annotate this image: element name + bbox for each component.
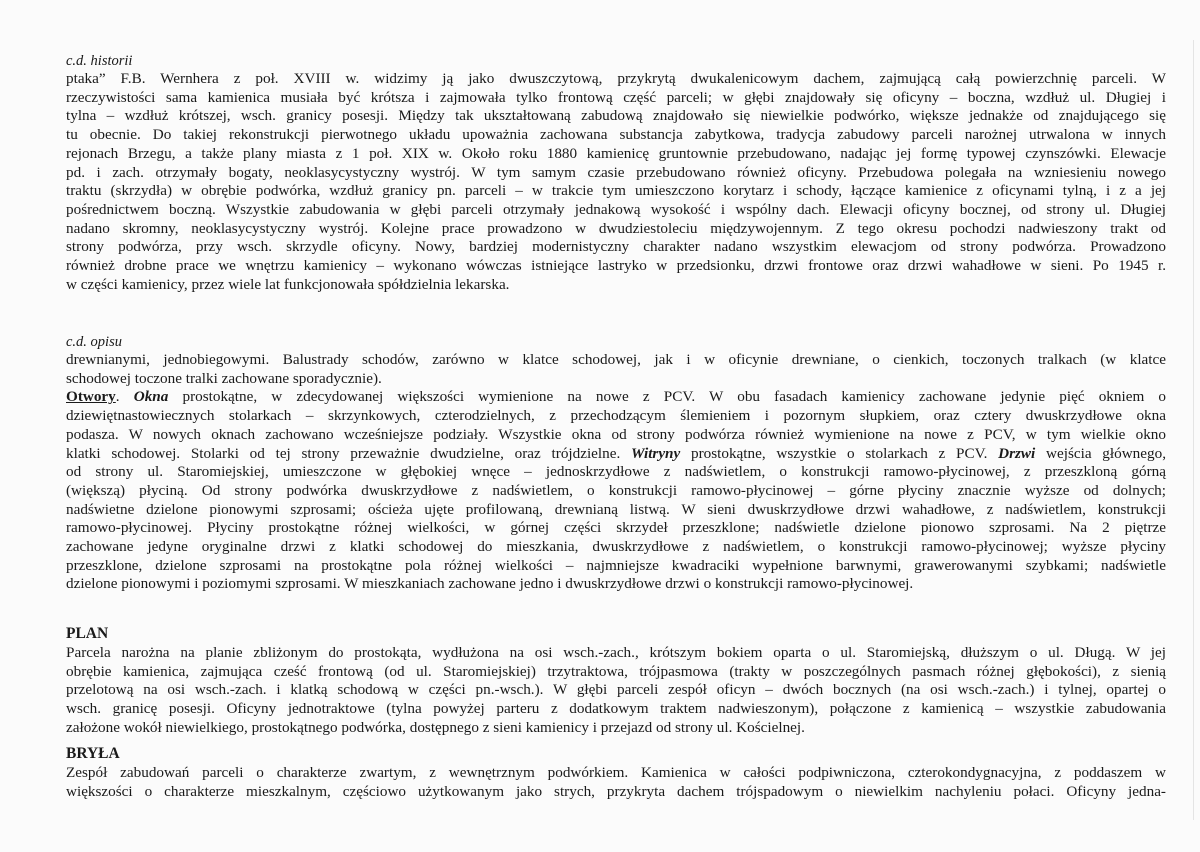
plan-line: obrębie kamienica, zajmująca cześć frontową (od ul. Staromiejskiej) trzytraktowa, trójpasmowa (trakty w poszczególnych pasmach różnej głębokości), z sienią xyxy=(66,662,1166,680)
massing-heading: BRYŁA xyxy=(66,745,120,762)
openings-line: Otwory. Okna prostokątne, w zdecydowanej większości wymienione na nowe z PCV. W obu fasadach kamienicy zachowane jedynie pięć okniem o xyxy=(66,388,1166,406)
description-line: od strony ul. Staromiejskiej, umieszczone w głębokiej wnęce – jednoskrzydłowe z nadświetlem, o konstrukcji ramowo-płycinowej, z przeszkloną górną xyxy=(66,463,1166,481)
plan-line: wsch. granicę posesji. Oficyny jednotraktowe (tylna powyżej parteru z dodatkowym traktem nadwieszonym), połączone z kamienicą – wszystkie zabudowania xyxy=(66,700,1166,718)
history-line: traktu (skrzydła) w obrębie podwórka, wzdłuż granicy pn. parceli – w trakcie tym umieszczono korytarz i schody, łączące kamienice z oficynami tylną, i z a jej xyxy=(66,182,1166,200)
massing-line: Zespół zabudowań parceli o charakterze zwartym, z wewnętrznym podwórkiem. Kamienica w całości podpiwniczona, czterokondygnacyjna, z poddaszem w xyxy=(66,764,1166,781)
description-line: dzielone pionowymi i poziomymi szprosami. W mieszkaniach zachowane jedno i dwuskrzydłowe drzwi o konstrukcji ramowo-płycinowej. xyxy=(66,575,914,593)
history-line: tu obecnie. Do takiej rekonstrukcji pierwotnego układu upoważnia zachowana substancja zabytkowa, tradycja zabudowy parceli narożnej utrwalona w innych xyxy=(66,126,1166,144)
history-line: nadano skromny, neoklasycystyczny wystrój. Kolejne prace prowadzono w dwudziestoleciu międzywojennym. Z tego okresu pochodzi nadwieszony trakt od xyxy=(66,219,1166,237)
massing-section xyxy=(66,744,1166,801)
plan-heading: PLAN xyxy=(66,625,109,642)
plan-section xyxy=(66,624,1166,738)
shopfronts-heading: Witryny xyxy=(631,444,681,462)
shopfronts-pre: klatki schodowej. Stolarki od tej strony przeważnie dwudzielne, oraz trójdzielne. xyxy=(66,444,632,462)
description-label: c.d. opisu xyxy=(66,334,122,350)
description-line: nadświetne dzielone pionowymi szprosami; ościeża ujęte profilowaną, drewnianą listwą. W sieni dwuskrzydłowe drzwi wahadłowe, z nadświetlem, konstrukcji xyxy=(66,500,1166,518)
history-line: tylna – wzdłuż krótszej, wsch. granicy posesji. Między tak ukształtowaną zabudową znajdowało się niewielkie podwórko, większe jednakże od znajdującego się xyxy=(66,107,1166,125)
history-line: pośrednictwem boczną. Wszystkie zabudowania w głębi parceli otrzymały jednakową wysokość i wspólny dach. Elewacji oficyny bocznej, od strony ul. Długiej xyxy=(66,200,1166,218)
description-line: przeszklone, dzielone szprosami na prostokątne pola różnej wielkości – najmniejsze kwadraciki wypełnione barwnymi, grawerowanymi szybkami; nadświetle xyxy=(66,556,1166,574)
history-line: w części kamienicy, przez wiele lat funkcjonowała spółdzielnia lekarska. xyxy=(66,275,510,293)
plan-line: Parcela narożna na planie zbliżonym do prostokąta, wydłużona na osi wsch.-zach., krótszym bokiem oparta o ul. Staromiejską, dłuższym o ul. Długą. W jej xyxy=(66,644,1166,661)
description-line: drewnianymi, jednobiegowymi. Balustrady schodów, zarówno w klatce schodowej, jak i w oficynie drewniane, o cienkich, toczonych tralkach (w klatce xyxy=(66,351,1166,368)
shopfronts-line xyxy=(66,445,1166,464)
description-line: zachowane jedyne oryginalne drzwi z klatki schodowej do mieszkania, dwuskrzydłowe z nadświetlem, o konstrukcji ramowo-płycinowej; wyższe płyciny xyxy=(66,538,1166,556)
description-line: dziewiętnastowiecznych stolarkach – skrzynkowych, czterodzielnych, z przechodzącym ślemieniem i pozornym słupkiem, oraz cztery dwuskrzydłowe okna xyxy=(66,407,1166,425)
history-label: c.d. historii xyxy=(66,53,133,69)
history-line: rejonach Brzegu, a także plany miasta z 1 poł. XIX w. Około roku 1880 kamienicę gruntownie przebudowano, nadając jej formę typowej czynszówki. Elewacje xyxy=(66,144,1166,162)
plan-line: założone wokół niewielkiego, prostokątnego podwórka, dostępnego z sieni kamienicy i przejazd od strony ul. Kościelnej. xyxy=(66,718,805,736)
history-line: pd. i zach. otrzymały bogaty, neoklasycystyczny wystrój. W tym samym czasie przebudowano również oficyny. Przebudowa polegała na wzniesieniu nowego xyxy=(66,163,1166,181)
description-line: (większą) płyciną. Od strony podwórka dwuskrzydłowe z nadświetlem, o konstrukcji ramowo-płycinowej – górne płyciny znacznie wyższe od dolnych; xyxy=(66,481,1166,499)
history-line: również drobne prace we wnętrzu kamienicy – wykonano wówczas istniejące lastryko w przedsionku, drzwi frontowe oraz drzwi wahadłowe w sieni. Po 1945 r. xyxy=(66,257,1166,275)
scan-edge-divider xyxy=(1185,40,1194,820)
history-line: ptaka” F.B. Wernhera z poł. XVIII w. widzimy ją jako dwuszczytową, przykrytą dwukalenicowym dachem, zajmującą całą powierzchnię parceli. W xyxy=(66,70,1166,87)
description-section xyxy=(66,333,1166,594)
description-line: ramowo-płycinowej. Płyciny prostokątne różnej wielkości, w górnej części skrzydeł przeszklone; nadświetle dzielone pionowo szprosami. Na 2 piętrze xyxy=(66,519,1166,537)
doors-text: wejścia głównego, xyxy=(1035,444,1167,462)
description-line: schodowej toczone tralki zachowane sporadycznie). xyxy=(66,369,382,387)
history-line: rzeczywistości sama kamienica musiała być krótsza i zajmowała tylko frontową część parceli; w głębi znajdowały się oficyny – boczna, wzdłuż ul. Długiej i xyxy=(66,88,1166,106)
shopfronts-text: prostokątne, wszystkie o stolarkach z PCV. xyxy=(680,444,999,462)
openings-text: prostokątne, w zdecydowanej większości wymienione na nowe z PCV. W obu fasadach kamienicy zachowane jedynie pięć okniem o xyxy=(168,388,1166,406)
description-line: podasza. W nowych oknach zachowano wcześniejsze podziały. Wszystkie okna od strony podwórza również wymienione na nowe z PCV, w tym wielkie okno xyxy=(66,425,1166,443)
history-section xyxy=(66,52,1166,294)
history-line: strony podwórza, przy wsch. skrzydle oficyny. Nowy, bardziej modernistyczny charakter nadano wszystkim elewacjom od strony podwórza. Prowadzono xyxy=(66,238,1166,256)
massing-line: większości o charakterze mieszkalnym, częściowo użytkowanym jako strych, przykryta dachem trójspadowym o niewielkim nachyleniu połaci. Oficyny jedna- xyxy=(66,782,1166,800)
openings-heading: Otwory xyxy=(66,388,116,406)
windows-heading: Okna xyxy=(133,388,169,406)
doors-heading: Drzwi xyxy=(998,444,1036,462)
plan-line: przelotową na osi wsch.-zach. i klatką schodową w części pn.-wsch.). W głębi parceli zespół oficyn – dwóch bocznych (na osi wsch.-zach.) i tylnej, opartej o xyxy=(66,681,1166,699)
